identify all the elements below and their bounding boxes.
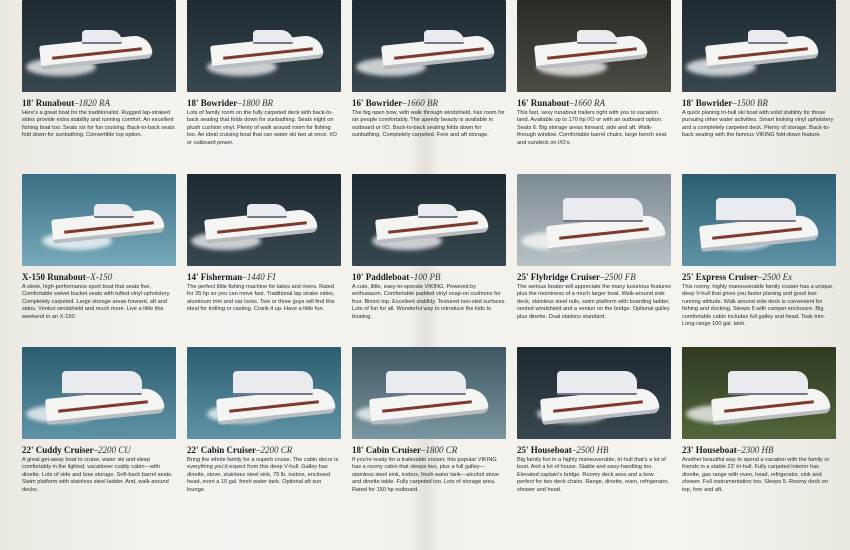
boat-description: A sleek, high-performance sport boat that seats five. Comfortable swivel bucket seats with tufted vinyl upholstery. Completely carpeted. Large storage areas forward, aft and sides. Venturi windshield and much more. Live a little this weekend in an X-150. [22,284,171,320]
boat-card [517,347,671,520]
boat-photo [517,0,671,92]
boat-photo [352,0,506,92]
boat-name: X-150 Runabout [22,272,86,282]
boat-model-code: –2200 CR [256,445,293,455]
boat-model-code: –1800 BR [237,98,273,108]
boat-card [352,347,506,520]
boat-model-code: –2300 HB [736,445,774,455]
boat-name: 25' Houseboat [517,445,572,455]
boat-model-code: –2500 Ex [757,272,793,282]
boat-title [682,272,836,283]
boat-description: Big family fun in a highly maneuverable, tri-hull that's a lot of boat. And a lot of house. Stable and easy-handling too. Elevated captain's bridge. Roomy deck area and a bow perfect for two deck chairs. Range, dinette, oven, refrigerator, shower and head. [517,457,669,493]
boat-description: This roomy, highly maneuverable family cruiser has a unique, deep V-hull that gives you faster planing and good low-running attitude. Walk around side deck is convenient for fishing and docking. Sleeps 5 with camper enclosure. Big comfortable cabin includes full galley and head. Teak trim. Long-range 100 gal. tank. [682,284,834,328]
boat-photo [682,347,836,439]
boat-name: 10' Paddleboat [352,272,410,282]
boat-model-code: –1660 BR [402,98,438,108]
boat-photo [352,347,506,439]
boat-title [682,98,836,109]
boat-name: 18' Bowrider [187,98,238,108]
boat-model-code: –X-150 [85,272,113,282]
boat-description: The big open bow, with walk through windshield, has room for six people comfortably. The speedy beauty is available in outboard or I/O. Back-to-back seating folds down for sunbathing. Completely carpeted. Fore and aft storage. [352,110,505,139]
boat-photo [187,0,341,92]
boat-card [517,0,671,174]
boat-model-code: –2200 CU [93,445,131,455]
boat-card [682,174,836,347]
boat-photo [187,174,341,266]
boat-name: 25' Express Cruiser [682,272,758,282]
boat-model-code: –2500 FB [600,272,636,282]
boat-model-code: –1440 FI [242,272,276,282]
boat-photo [187,347,341,439]
boat-model-code: –1660 RA [569,98,606,108]
boat-card [517,174,671,347]
boat-title [22,445,176,456]
boat-name: 22' Cabin Cruiser [187,445,257,455]
boat-photo [517,347,671,439]
boat-name: 18' Cabin Cruiser [352,445,422,455]
boat-title [517,272,671,283]
boat-title [517,445,671,456]
boat-title [352,445,506,456]
boat-name: 22' Cuddy Cruiser [22,445,94,455]
boat-photo [682,0,836,92]
boat-description: Bring the whole family for a superb cruise. The cabin decor is everything you'd expect from this deep V-hull. Galley has dinette, stove, stainless steel sink, 75 lb. icebox, enclosed head, even a 10 gal. fresh water tank. Optional aft sun lounge. [187,457,339,493]
boat-title [187,272,341,283]
boat-name: 16' Runabout [517,98,570,108]
boat-title [22,98,176,109]
boat-photo [517,174,671,266]
boat-description: A great get-away boat to cruise, water ski and sleep comfortably in the lighted, vacationer cuddy cabin—with dinette. Lots of side and bow storage. Soft-back barrel seats. Swim platform with stainless steel ladder. And, walk-around decks. [22,457,173,493]
boat-description: Lots of family room on the fully carpeted deck with back-to-back seating that folds down for sunbathing. Seats eight on plush cushion vinyl. Plenty of walk around room for fishing too. An ideal cruising boat that can water ski two at once. I/O or outboard power. [187,110,337,146]
boat-description: Another beautiful way to spend a vacation with the family or friends in a stable 23' tri-hull. Fully carpeted interior has dinette, gas range with oven, head, refrigerator, sink and shower. Full instrumentation too. Sleeps 5. Roomy deck on top, fore and aft. [682,457,830,493]
boat-grid [22,0,836,550]
boat-model-code: –2500 HB [571,445,609,455]
boat-card [22,174,176,347]
boat-card [352,0,506,174]
boat-photo [682,174,836,266]
boat-photo [22,0,176,92]
boat-description: If you're ready for a trailerable cruiser, this popular VIKING has a roomy cabin that sleeps two, plus a full galley—stainless steel sink, icebox, fresh water tank—alcohol stove and dinette table. Fully carpeted too. Lots of storage area. Rated for 150 hp outboard. [352,457,500,493]
boat-description: A quick planing tri-hull ski boat with solid stability for those pursuing other water activities. Smart looking vinyl upholstery and a completely carpeted deck. Plenty of storage. Back-to-back seating with the famous VIKING fold-down feature. [682,110,834,139]
boat-description: The serious boater will appreciate the many luxurious features plus the roominess of a much larger boat. Walk-around side deck, stainless steel rails, swim platform with boarding ladder, vented windshield and a venturi on the bridge. Optional galley plus dinette. Dual stations standard. [517,284,671,320]
boat-model-code: –1800 CR [421,445,458,455]
boat-title [187,98,341,109]
boat-model-code: –1820 RA [74,98,111,108]
boat-name: 14' Fisherman [187,272,243,282]
boat-description: This fast, sexy runabout trailers right with you to vacation land. Available up to 170 hp I/O or with an outboard option. Seats 6. Big storage areas forward, side and aft. Walk-through window. Comfortable barrel chairs, large bench seat and sundeck on I/O's. [517,110,667,146]
boat-title [352,98,506,109]
boat-description: A cute, little, easy-to-operate VIKING. Powered by enthusiasm. Comfortable padded vinyl snap-on cushions for four. Bimini top. Excellent stability. Textured non-skid surfaces. Lots of fun for all. Wonderful way to introduce the kids to boating. [352,284,506,320]
boat-card [22,347,176,520]
boat-photo [22,347,176,439]
boat-card [352,174,506,347]
boat-name: 18' Bowrider [682,98,733,108]
boat-title [517,98,671,109]
boat-name: 18' Runabout [22,98,75,108]
boat-model-code: –100 PB [409,272,441,282]
boat-card [682,347,836,520]
boat-description: Here's a great boat for the traditionalist. Rugged lap-straked sides provide extra stability and running comfort. An excellent fishing boat too. Seats six for fun cruising. Back-to-back seats fold down for sunbathing. Convertible top option. [22,110,175,139]
boat-card [22,0,176,174]
boat-card [187,347,341,520]
boat-card [682,0,836,174]
boat-photo [352,174,506,266]
boat-title [22,272,176,283]
boat-name: 25' Flybridge Cruiser [517,272,600,282]
boat-title [682,445,836,456]
boat-card [187,174,341,347]
boat-model-code: –1500 BR [732,98,768,108]
boat-card [187,0,341,174]
boat-title [352,272,506,283]
boat-photo [22,174,176,266]
boat-name: 23' Houseboat [682,445,737,455]
boat-title [187,445,341,456]
boat-description: The perfect little fishing machine for lakes and rivers. Rated for 35 hp so you can move fast. Traditional lap strake sides, aluminum trim and oar locks. Two or three guys will find this ideal for trolling or casting. Crank it up. Have a little fun. [187,284,335,313]
boat-name: 16' Bowrider [352,98,403,108]
